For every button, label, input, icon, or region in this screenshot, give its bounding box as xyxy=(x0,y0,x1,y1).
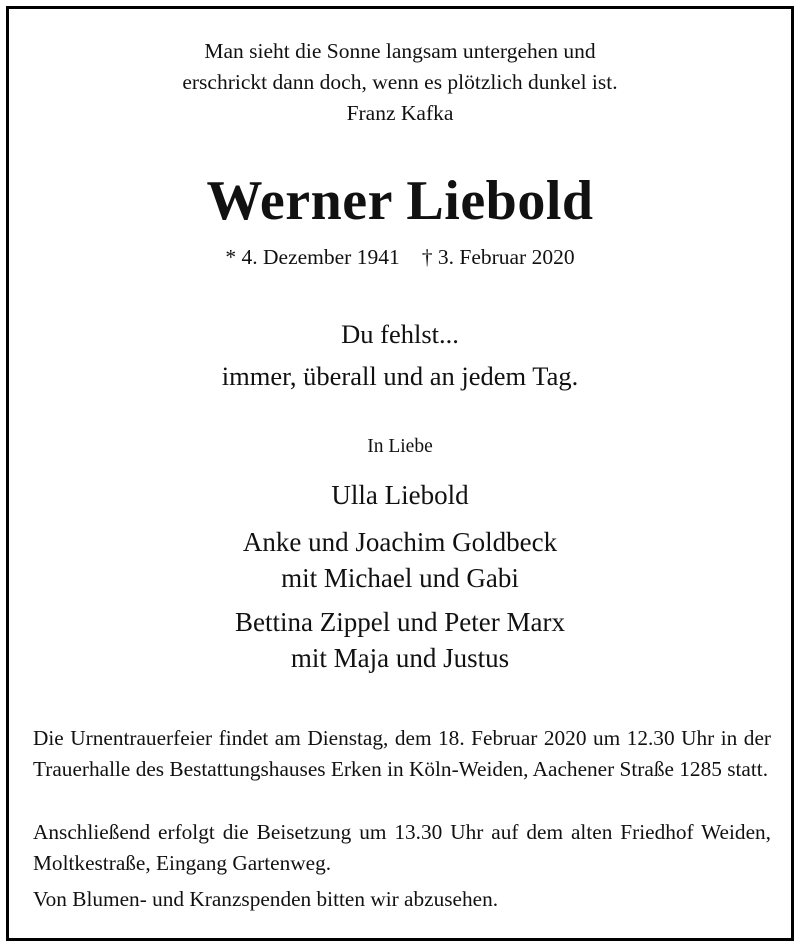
signoff: In Liebe xyxy=(367,436,433,457)
mourner-group xyxy=(0,524,800,596)
epigraph-author: Franz Kafka xyxy=(346,101,454,125)
funeral-ceremony-notice: Die Urnentrauerfeier findet am Dienstag, dem 18. Februar 2020 um 12.30 Uhr in der Trauerhalle des Bestattungshauses Erken in Köln-Weiden, Aachener Straße 1285 statt. xyxy=(33,726,771,781)
epigraph-line-1: Man sieht die Sonne langsam untergehen und xyxy=(204,39,596,63)
mourner-name: Ulla Liebold xyxy=(331,480,469,510)
death-date: † 3. Februar 2020 xyxy=(421,245,575,269)
mourner-children: mit Michael und Gabi xyxy=(281,563,519,593)
mourner-name: Anke und Joachim Goldbeck xyxy=(242,527,558,557)
flowers-notice: Von Blumen- und Kranzspenden bitten wir abzusehen. xyxy=(33,887,499,911)
memorial-motto xyxy=(0,313,800,397)
mourner-children: mit Maja und Justus xyxy=(290,643,510,673)
life-dates xyxy=(0,242,800,272)
obituary-border xyxy=(6,6,794,941)
mourner-group xyxy=(0,604,800,676)
birth-date: * 4. Dezember 1941 xyxy=(225,245,400,269)
burial-notice: Anschließend erfolgt die Beisetzung um 13.30 Uhr auf dem alten Friedhof Weiden, Moltkestraße, Eingang Gartenweg. xyxy=(33,820,771,875)
mourner-group xyxy=(0,477,800,513)
epigraph xyxy=(0,36,800,129)
epigraph-line-2: erschrickt dann doch, wenn es plötzlich dunkel ist. xyxy=(182,70,618,94)
mourner-name: Bettina Zippel und Peter Marx xyxy=(235,607,565,637)
deceased-name: Werner Liebold xyxy=(206,170,594,232)
motto-line-2: immer, überall und an jedem Tag. xyxy=(221,361,579,391)
motto-line-1: Du fehlst... xyxy=(341,319,459,349)
